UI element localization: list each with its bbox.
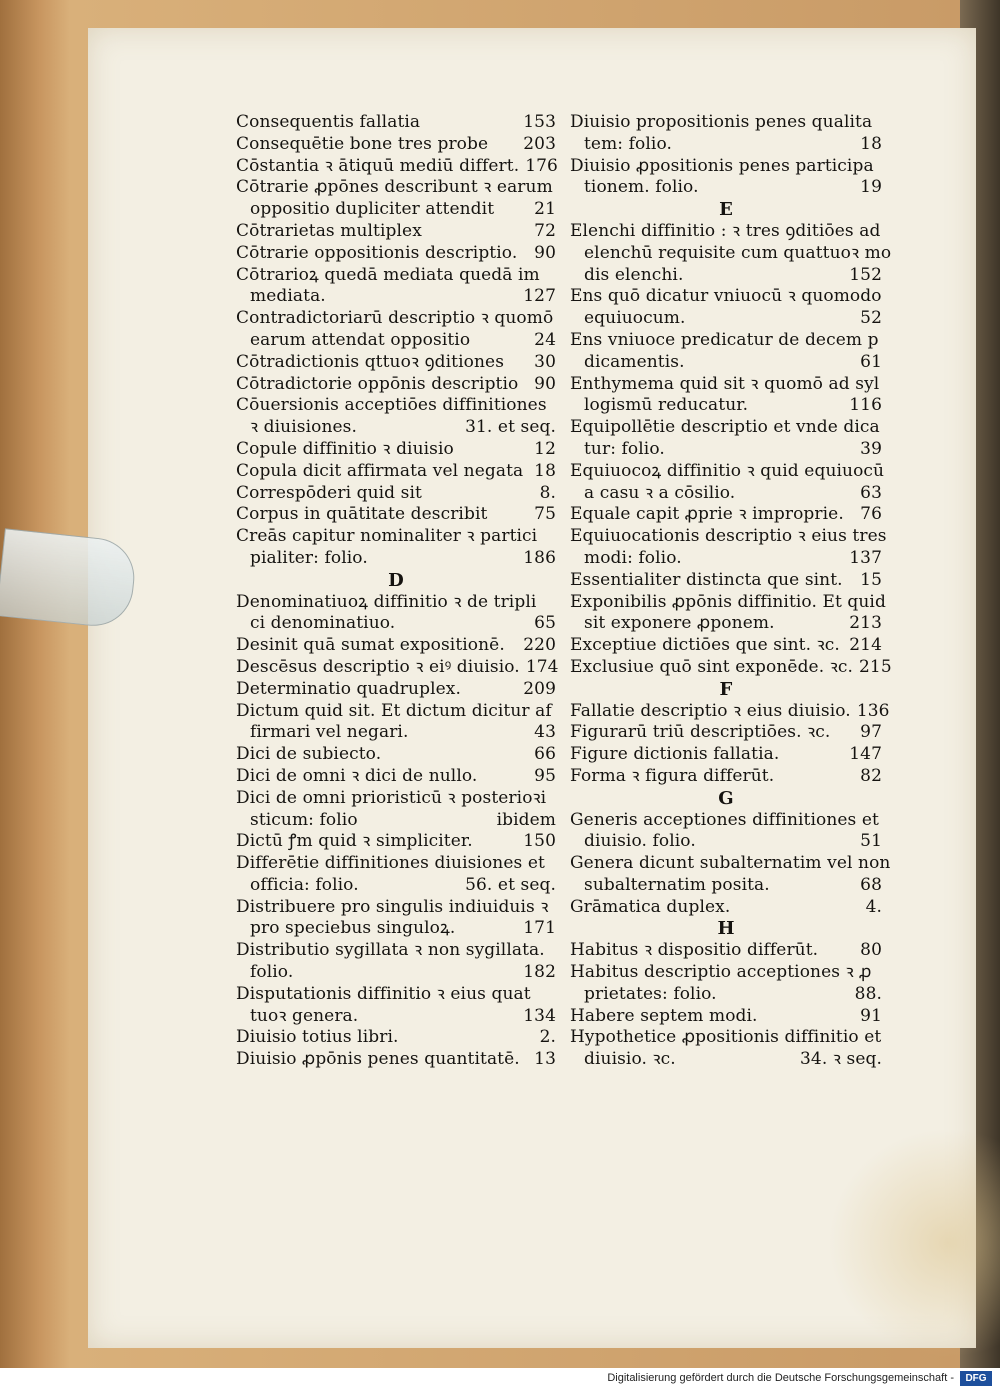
page-reference: 30 — [534, 351, 556, 372]
index-entry — [570, 591, 886, 636]
page-reference: 209 — [523, 678, 556, 699]
page-reference: 43 — [534, 722, 556, 743]
entry-text: Ens vniuoce predicatur de decem p — [570, 329, 879, 350]
index-entry — [570, 570, 882, 592]
entry-text: Denominatiuoꝝ diffinitio ꝛ de tripli — [236, 591, 537, 612]
index-entry — [236, 308, 556, 352]
page-reference: 220 — [523, 635, 556, 656]
page-reference: 61 — [860, 351, 882, 372]
entry-text: Habitus ꝛ dispositio differūt. — [570, 940, 819, 961]
entry-text: Consequentis fallatia — [236, 112, 421, 132]
index-entry — [236, 374, 556, 396]
entry-text: Diuisio ꝓpōnis penes quantitatē. — [236, 1049, 520, 1070]
index-entry — [570, 656, 892, 679]
entry-text: Desinit quā sumat expositionē. — [236, 635, 505, 656]
entry-text: Cōtrarie oppositionis descriptio. — [236, 242, 518, 263]
entry-text: Elenchi diffinitio : ꝛ tres ꝯditiōes ad — [570, 220, 881, 241]
index-entry — [570, 460, 885, 505]
page-reference: 18 — [860, 133, 882, 154]
page-reference: 127 — [523, 286, 556, 307]
page-reference: 52 — [860, 308, 882, 329]
entry-text: diuisio. folio. — [584, 831, 696, 852]
page-reference: 66 — [534, 744, 556, 765]
index-entry — [236, 853, 556, 897]
entry-text: Dici de omni ꝛ dici de nullo. — [236, 765, 478, 786]
entry-text: Cōuersionis acceptiōes diffinitiones — [236, 395, 547, 416]
index-entry — [236, 483, 556, 505]
index-entry — [236, 701, 556, 745]
entry-text: earum attendat oppositio — [250, 329, 471, 350]
page-reference: 182 — [523, 962, 556, 983]
entry-text: Dici de omni prioristicū ꝛ posterioꝛi — [236, 787, 547, 808]
page-reference: 68 — [860, 874, 882, 895]
entry-text: Copula dicit affirmata vel negata — [236, 460, 524, 481]
index-entry — [570, 220, 892, 286]
page-reference: 56. et seq. — [465, 874, 556, 895]
entry-text: Fallatie descriptio ꝛ eius diuisio. — [570, 700, 851, 721]
index-entry — [236, 352, 556, 374]
index-entry — [236, 940, 556, 984]
page-reference: 12 — [534, 438, 556, 459]
entry-text: Copule diffinitio ꝛ diuisio — [236, 438, 454, 459]
entry-text: Grāmatica duplex. — [570, 896, 731, 917]
page-reference: 34. ꝛ seq. — [800, 1049, 882, 1070]
page-reference: 150 — [523, 831, 556, 852]
index-entry — [236, 156, 556, 178]
entry-text: Equale capit ꝓprie ꝛ improprie. — [570, 504, 844, 525]
entry-text: Cōtrarietas multiplex — [236, 220, 422, 241]
section-letter: E — [719, 199, 733, 221]
entry-text: sit exponere ꝓponem. — [584, 613, 775, 634]
entry-text: mediata. — [250, 286, 326, 307]
entry-text: diuisio. ꝛc. — [584, 1049, 676, 1070]
entry-text: tuoꝛ genera. — [250, 1005, 359, 1026]
index-entry — [570, 810, 882, 854]
index-entry — [570, 853, 891, 897]
entry-text: tem: folio. — [584, 133, 672, 154]
section-letter: F — [719, 678, 733, 700]
index-entry — [570, 744, 882, 766]
entry-text: Distribuere pro singulis indiuiduis ꝛ — [236, 896, 549, 917]
index-entry — [570, 897, 882, 919]
index-entry — [236, 439, 556, 461]
entry-text: prietates: folio. — [584, 983, 717, 1004]
entry-text: Equiuocoꝝ diffinitio ꝛ quid equiuocū — [570, 460, 885, 481]
page-reference: 88. — [854, 983, 882, 1004]
entry-text: dis elenchi. — [584, 264, 684, 285]
index-entry — [570, 156, 882, 200]
entry-text: equiuocum. — [584, 308, 686, 329]
index-column-right — [570, 112, 892, 1071]
entry-text: Descēsus descriptio ꝛ eiꝰ diuisio. — [236, 656, 520, 677]
index-entry — [236, 679, 556, 701]
entry-text: Exceptiue dictiōes que sint. ꝛc. — [570, 635, 840, 656]
page-reference: 203 — [523, 133, 556, 154]
entry-text: dicamentis. — [584, 351, 685, 372]
page-reference: 215 — [859, 656, 892, 677]
page-reference: 75 — [534, 504, 556, 525]
index-entry — [570, 1027, 882, 1071]
page-reference: 176 — [525, 155, 558, 176]
page-reference: 82 — [860, 765, 882, 786]
page-reference: 51 — [860, 831, 882, 852]
index-entry — [570, 330, 882, 374]
entry-text: Dici de subiecto. — [236, 744, 382, 765]
entry-text: elenchū requisite cum quattuoꝛ mo — [584, 242, 892, 263]
page-reference: 4. — [865, 896, 882, 917]
index-entry — [236, 504, 556, 526]
page-reference: 136 — [856, 700, 890, 721]
page-reference: 91 — [860, 1005, 882, 1026]
index-entry — [570, 417, 882, 461]
index-entry — [236, 592, 556, 636]
page-reference: 80 — [860, 940, 882, 961]
index-entry — [570, 962, 882, 1006]
page-reference: 134 — [523, 1005, 556, 1026]
page-reference: 171 — [523, 918, 556, 939]
index-entry — [570, 526, 887, 570]
entry-text: pro speciebus singuloꝝ. — [250, 918, 456, 939]
index-entry — [236, 243, 556, 265]
entry-text: Equiuocationis descriptio ꝛ eius tres — [570, 526, 887, 547]
entry-text: Enthymema quid sit ꝛ quomō ad syl — [570, 373, 880, 394]
entry-text: Exclusiue quō sint exponēde. ꝛc. — [570, 656, 854, 677]
entry-text: Determinatio quadruplex. — [236, 678, 461, 699]
dfg-logo: DFG — [960, 1371, 992, 1386]
page-reference: 90 — [534, 242, 556, 263]
index-entry — [236, 461, 556, 483]
entry-text: Disputationis diffinitio ꝛ eius quat — [236, 983, 531, 1004]
entry-text: Habere septem modi. — [570, 1005, 758, 1026]
index-entry — [570, 722, 882, 744]
index-entry — [236, 265, 556, 309]
page-reference: 147 — [849, 744, 882, 765]
entry-text: sticum: folio — [250, 809, 358, 830]
entry-text: Cōtrarie ꝓpōnes describunt ꝛ earum — [236, 177, 553, 198]
entry-text: Dictū ꝭm quid ꝛ simpliciter. — [236, 831, 473, 852]
entry-text: ꝛ diuisiones. — [250, 417, 357, 438]
section-letter: H — [717, 918, 735, 940]
index-entry — [236, 112, 556, 134]
entry-text: Ens quō dicatur vniuocū ꝛ quomodo — [570, 286, 882, 307]
page-reference: 31. et seq. — [465, 417, 556, 438]
entry-text: Cōtrarioꝝ quedā mediata quedā im — [236, 264, 540, 285]
page-reference: 19 — [860, 177, 882, 198]
page-reference: 24 — [534, 329, 556, 350]
page-reference: 152 — [849, 264, 882, 285]
entry-text: pialiter: folio. — [250, 547, 368, 568]
index-entry — [570, 286, 882, 330]
index-entry — [236, 788, 556, 832]
entry-text: Forma ꝛ figura differūt. — [570, 765, 775, 786]
index-entry — [236, 221, 556, 243]
page-reference: 186 — [523, 547, 556, 568]
index-entry — [236, 526, 556, 570]
entry-text: ci denominatiuo. — [250, 613, 396, 634]
page-reference: 95 — [534, 765, 556, 786]
index-entry — [236, 635, 556, 657]
section-letter: G — [718, 787, 734, 809]
index-entry — [236, 656, 559, 679]
entry-text: logismū reducatur. — [584, 395, 749, 416]
entry-text: Figure dictionis fallatia. — [570, 744, 780, 765]
page-reference: 153 — [523, 112, 556, 132]
page-reference: 137 — [849, 547, 882, 568]
page-reference: 72 — [534, 220, 556, 241]
page-reference: 174 — [525, 656, 559, 677]
page-reference: 213 — [849, 613, 882, 634]
section-letter: D — [388, 569, 404, 591]
index-entry — [570, 374, 882, 418]
index-column-left — [236, 112, 559, 1071]
index-entry — [570, 700, 890, 723]
page-reference: 116 — [849, 395, 882, 416]
page-reference: 63 — [860, 482, 882, 503]
entry-text: a casu ꝛ a cōsilio. — [584, 482, 736, 503]
entry-text: Diuisio propositionis penes qualita — [570, 112, 873, 132]
index-entry — [236, 766, 556, 788]
index-entry — [236, 134, 556, 156]
page-reference: 214 — [849, 635, 882, 656]
entry-text: oppositio dupliciter attendit — [250, 199, 495, 220]
index-entry — [236, 744, 556, 766]
index-entry — [236, 177, 556, 221]
entry-text: Exponibilis ꝓpōnis diffinitio. Et quid — [570, 591, 886, 612]
page-reference: 2. — [539, 1027, 556, 1048]
entry-text: Cōtradictorie oppōnis descriptio — [236, 373, 519, 394]
entry-text: subalternatim posita. — [584, 874, 770, 895]
entry-text: Contradictoriarū descriptio ꝛ quomō — [236, 308, 554, 329]
entry-text: Diuisio ꝓpositionis penes participa — [570, 155, 874, 176]
page-reference: ibidem — [496, 809, 556, 830]
page-reference: 13 — [534, 1049, 556, 1070]
entry-text: Diuisio totius libri. — [236, 1027, 399, 1048]
entry-text: modi: folio. — [584, 547, 682, 568]
entry-text: folio. — [250, 962, 294, 983]
page-reference: 97 — [860, 722, 882, 743]
entry-text: Genera dicunt subalternatim vel non — [570, 853, 891, 874]
entry-text: Corpus in quātitate describit — [236, 504, 488, 525]
entry-text: Creās capitur nominaliter ꝛ partici — [236, 526, 538, 547]
entry-text: Hypothetice ꝓpositionis diffinitio et — [570, 1027, 882, 1048]
entry-text: Consequētie bone tres probe — [236, 133, 489, 154]
water-stain — [828, 1128, 1000, 1358]
index-entry — [236, 395, 556, 439]
index-entry — [236, 984, 556, 1028]
entry-text: Generis acceptiones diffinitiones et — [570, 809, 879, 830]
entry-text: Figurarū triū descriptiōes. ꝛc. — [570, 722, 831, 743]
index-entry — [570, 504, 882, 526]
entry-text: Distributio sygillata ꝛ non sygillata. — [236, 940, 545, 961]
page-reference: 39 — [860, 438, 882, 459]
page-reference: 15 — [860, 569, 882, 590]
entry-text: firmari vel negari. — [250, 722, 409, 743]
entry-text: officia: folio. — [250, 874, 359, 895]
entry-text: Differētie diffinitiones diuisiones et — [236, 853, 545, 874]
index-entry — [236, 831, 556, 853]
entry-text: Cōstantia ꝛ ātiquū mediū differt. — [236, 155, 520, 176]
footer-bar — [0, 1368, 1000, 1390]
entry-text: Essentialiter distincta que sint. — [570, 569, 843, 590]
entry-text: tur: folio. — [584, 438, 665, 459]
index-entry — [236, 1049, 556, 1071]
entry-text: Equipollētie descriptio et vnde dica — [570, 417, 880, 438]
funding-credit: Digitalisierung gefördert durch die Deutsche Forschungsgemeinschaft - — [607, 1372, 954, 1384]
page-reference: 65 — [534, 613, 556, 634]
entry-text: Dictum quid sit. Et dictum dicitur af — [236, 700, 552, 721]
index-entry — [570, 635, 882, 657]
index-entry — [570, 1006, 882, 1028]
entry-text: Habitus descriptio acceptiones ꝛ ꝓ — [570, 962, 872, 983]
index-entry — [570, 112, 882, 156]
page-reference: 18 — [534, 460, 556, 481]
entry-text: Cōtradictionis qttuoꝛ ꝯditiones — [236, 351, 505, 372]
page-reference: 21 — [534, 199, 556, 220]
page-reference: 76 — [860, 504, 882, 525]
index-entry — [570, 940, 882, 962]
page-reference: 8. — [539, 482, 556, 503]
entry-text: tionem. folio. — [584, 177, 699, 198]
index-entry — [236, 1027, 556, 1049]
page-reference: 90 — [534, 373, 556, 394]
index-entry — [570, 766, 882, 788]
index-entry — [236, 897, 556, 941]
entry-text: Correspōderi quid sit — [236, 482, 422, 503]
